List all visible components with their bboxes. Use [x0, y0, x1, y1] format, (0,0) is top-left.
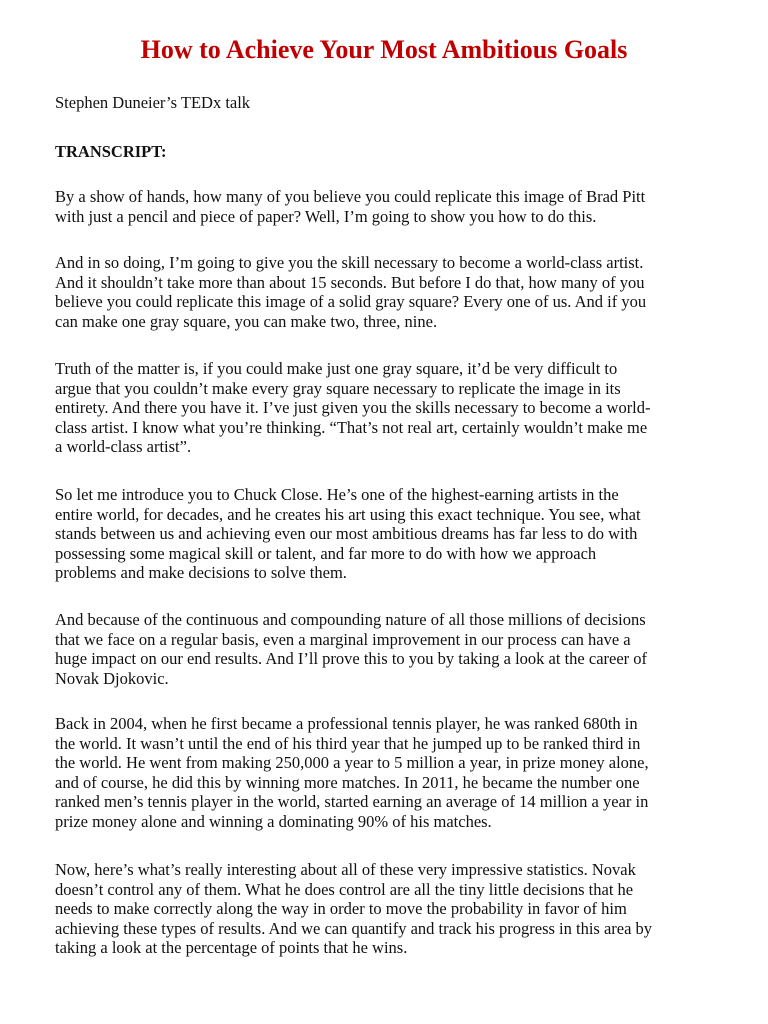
text-line: class artist. I know what you’re thinking. “That’s not real art, certainly wouldn’t make me — [55, 417, 648, 437]
text-line: So let me introduce you to Chuck Close. He’s one of the highest-earning artists in the — [55, 485, 619, 504]
text-line: doesn’t control any of them. What he does control are all the tiny little decisions that he — [55, 879, 634, 899]
paragraph-5 — [55, 610, 647, 688]
text-line: achieving these types of results. And we can quantify and track his progress in this area by — [55, 918, 653, 938]
paragraph-2 — [55, 253, 646, 331]
text-line: with just a pencil and piece of paper? Well, I’m going to show you how to do this. — [55, 206, 597, 226]
text-line: ranked men’s tennis player in the world, started earning an average of 14 million a year in — [55, 792, 649, 812]
text-line: the world. He went from making 250,000 a year to 5 million a year, in prize money alone, — [55, 753, 649, 773]
text-line: entire world, for decades, and he creates his art using this exact technique. You see, what — [55, 504, 641, 524]
text-line: prize money alone and winning a dominating 90% of his matches. — [55, 811, 492, 831]
text-line: Now, here’s what’s really interesting about all of these very impressive statistics. Novak — [55, 860, 636, 879]
text-line: huge impact on our end results. And I’ll prove this to you by taking a look at the career of — [55, 649, 648, 669]
text-line: stands between us and achieving even our most ambitious dreams has far less to do with — [55, 524, 638, 544]
text-line: problems and make decisions to solve them. — [55, 563, 347, 583]
text-line: possessing some magical skill or talent, and far more to do with how we approach — [55, 543, 597, 563]
text-line: By a show of hands, how many of you believe you could replicate this image of Brad Pitt — [55, 187, 646, 206]
text-line: entirety. And there you have it. I’ve just given you the skills necessary to become a world- — [55, 398, 651, 418]
text-line: taking a look at the percentage of points that he wins. — [55, 938, 408, 958]
text-line: needs to make correctly along the way in order to move the probability in favor of him — [55, 899, 627, 919]
text-line: can make one gray square, you can make two, three, nine. — [55, 311, 438, 331]
paragraph-4 — [55, 485, 641, 583]
text-line: and of course, he did this by winning more matches. In 2011, he became the number one — [55, 772, 640, 792]
document-subtitle: Stephen Duneier’s TEDx talk — [55, 93, 251, 112]
transcript-heading: TRANSCRIPT: — [55, 142, 167, 161]
paragraph-6 — [55, 714, 649, 832]
text-line: the world. It wasn’t until the end of his third year that he jumped up to be ranked third in — [55, 733, 641, 753]
text-line: Novak Djokovic. — [55, 668, 169, 688]
document-title: How to Achieve Your Most Ambitious Goals — [140, 35, 628, 64]
text-line: believe you could replicate this image of a solid gray square? Every one of us. And if you — [55, 292, 647, 312]
paragraph-1 — [55, 187, 645, 226]
text-line: argue that you couldn’t make every gray square necessary to replicate the image in its — [55, 378, 621, 398]
text-line: Back in 2004, when he first became a professional tennis player, he was ranked 680th in — [55, 714, 638, 733]
paragraph-3 — [55, 359, 651, 457]
text-line: And in so doing, I’m going to give you the skill necessary to become a world-class artist. — [55, 253, 644, 272]
paragraph-7 — [55, 860, 652, 958]
text-line: a world-class artist”. — [55, 437, 192, 457]
text-line: that we face on a regular basis, even a marginal improvement in our process can have a — [55, 629, 631, 649]
text-line: Truth of the matter is, if you could make just one gray square, it’d be very difficult to — [55, 359, 618, 378]
text-line: And it shouldn’t take more than about 15 seconds. But before I do that, how many of you — [55, 272, 645, 292]
text-line: And because of the continuous and compounding nature of all those millions of decisions — [55, 610, 646, 629]
